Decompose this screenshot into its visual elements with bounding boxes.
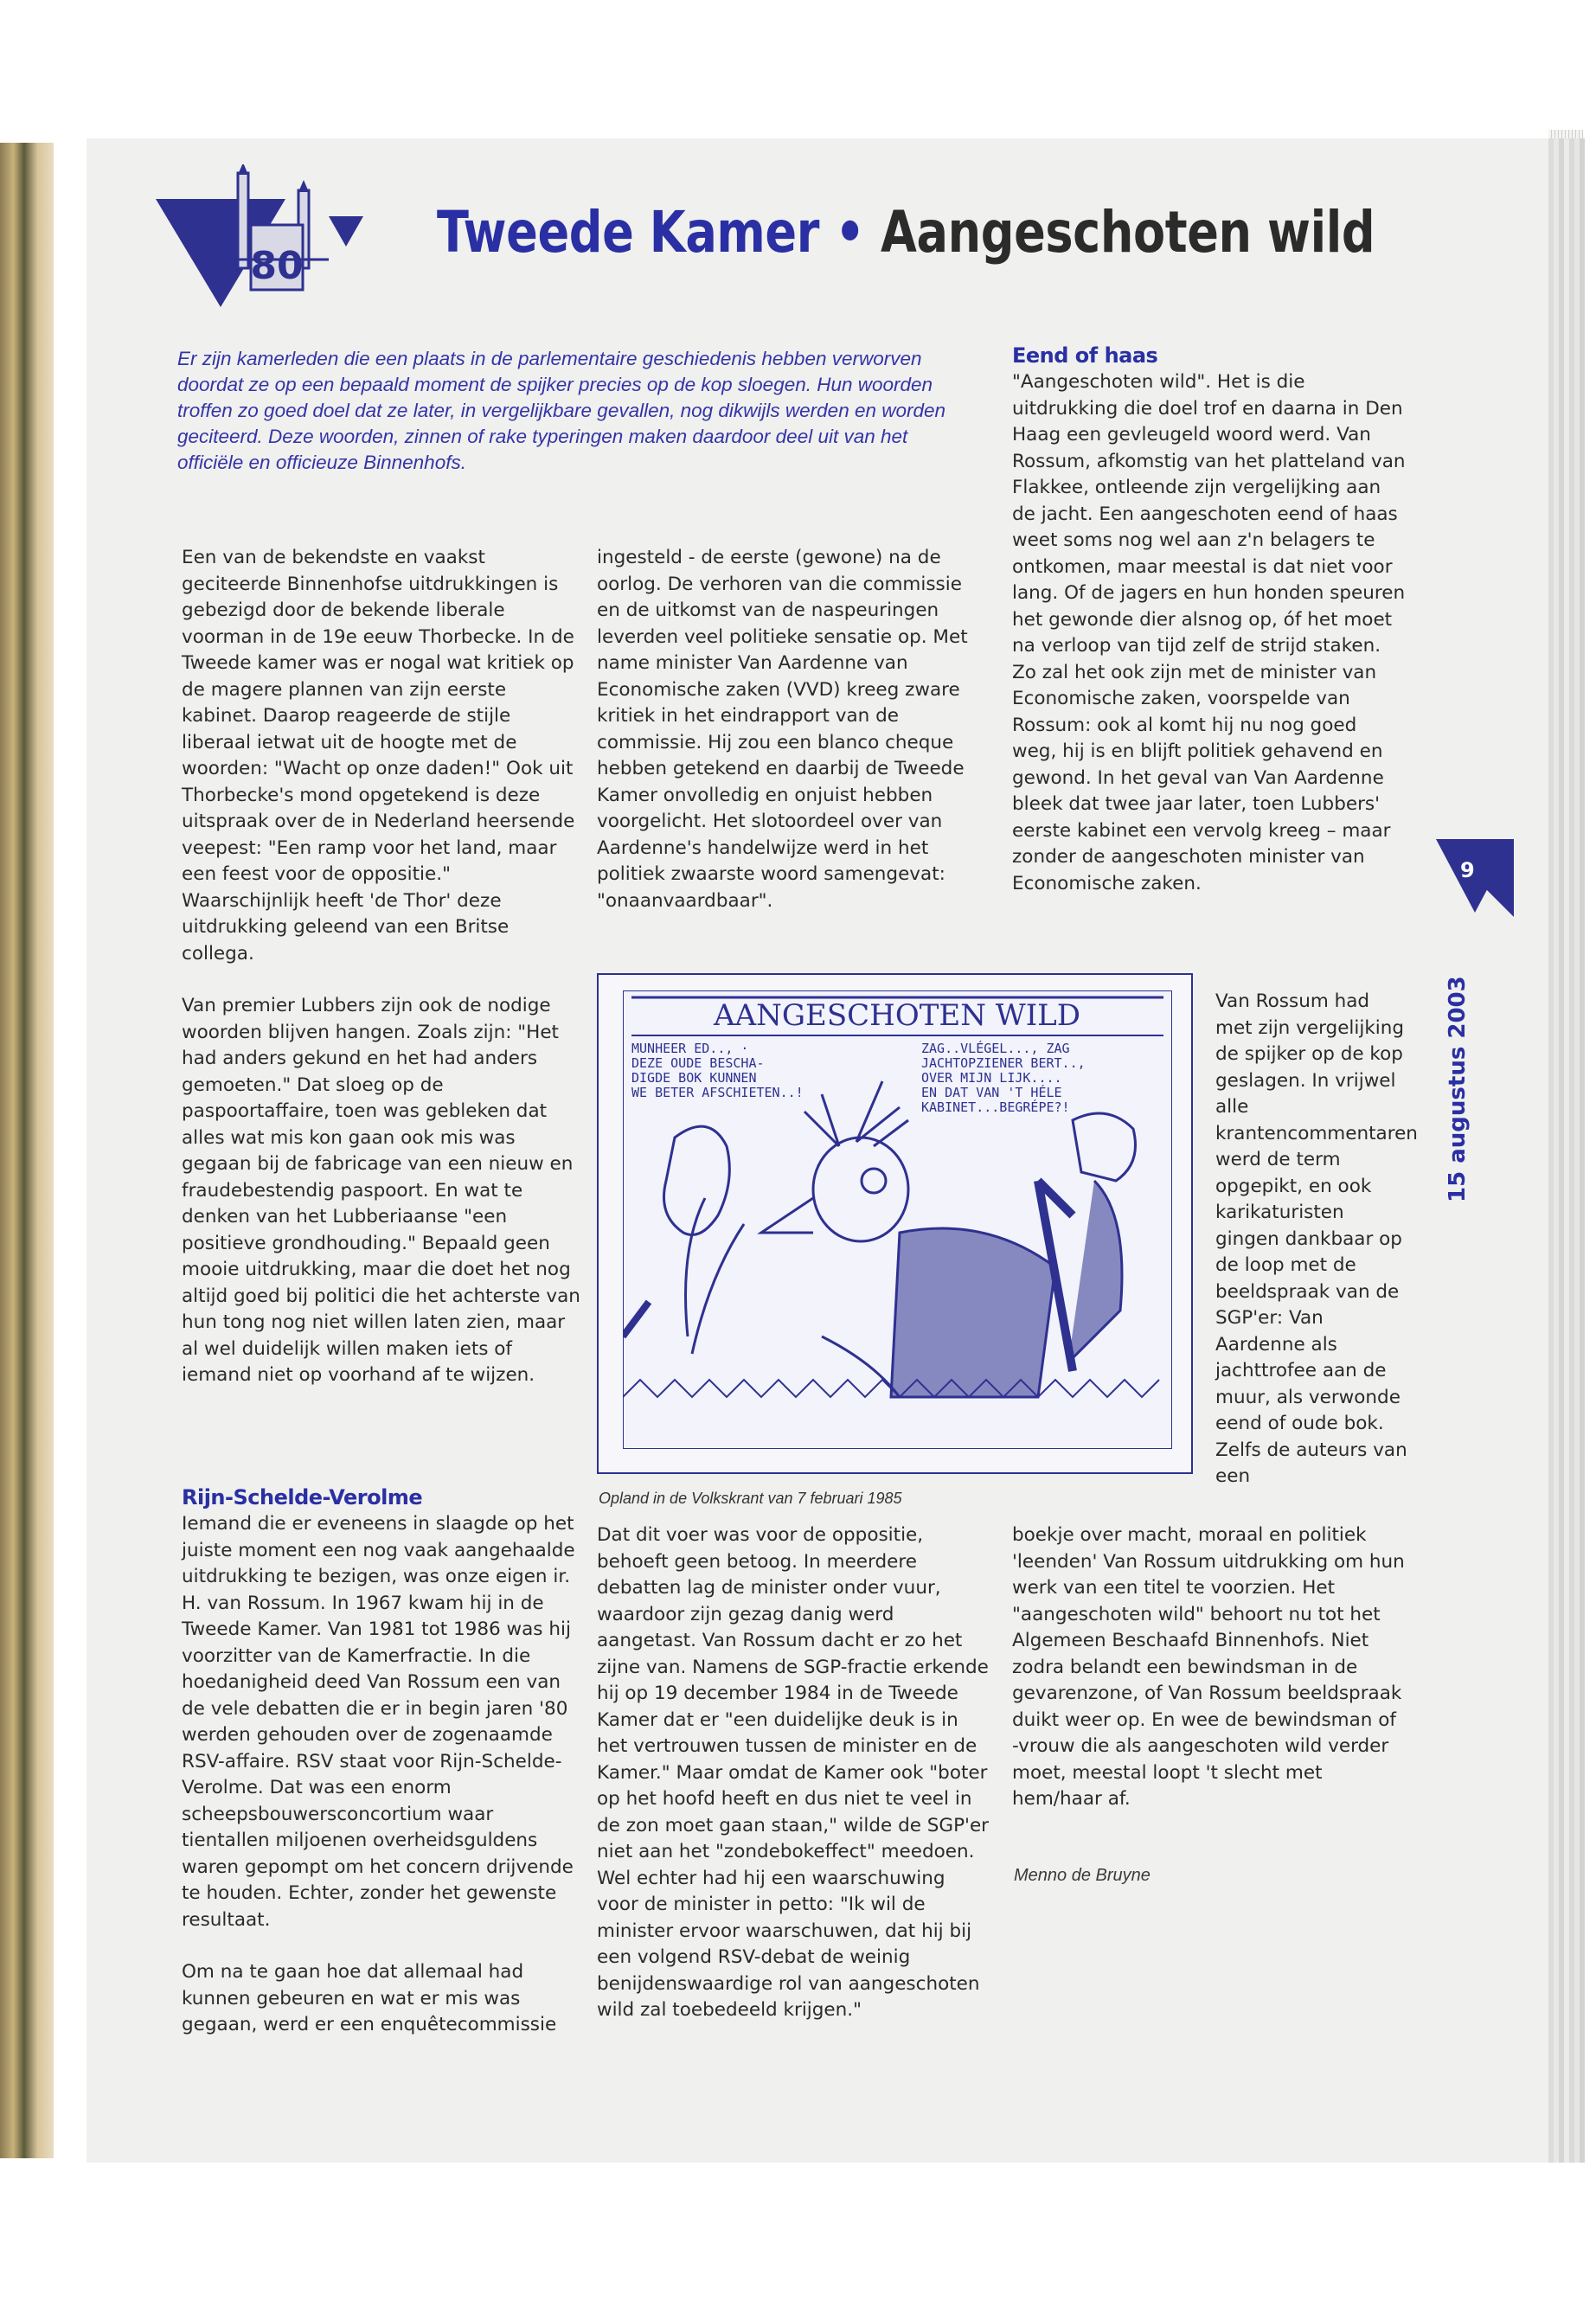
bubble-line: ZAG..VLÉGEL..., ZAG xyxy=(921,1041,1070,1056)
bubble-line: JACHTOPZIENER BERT.., xyxy=(921,1055,1086,1071)
paragraph: ingesteld - de eerste (gewone) na de oorlog. De verhoren van die commissie en de uitkomst van de naspeuringen leverden veel politieke sensatie op. Met name minister Van Aardenne van Economische zaken (VVD) kreeg zware kritiek in het eindrapport van de commissie. Hij zou een blanco cheque hebben getekend en daarbij de Tweede Kamer onvolledig en onjuist hebben voorgelicht. Het slotoordeel over van Aardenne's handelwijze werd in het politiek zwaarste woord samengevat: "onaanvaardbaar". xyxy=(597,547,968,912)
paragraph: Van premier Lubbers zijn ook de nodige woorden blijven hangen. Zoals zijn: "Het had anders gekund en het had anders gemoeten." Dat sloeg op de paspoortaffaire, toen was gebleken dat alles wat mis kon gaan ook mis was gegaan bij de fabricage van een nieuw en fraudebestendig paspoort. En wat te denken van het Lubberiaanse "een positieve grondhouding." Bepaald geen mooie uitdrukking, maar die doet het nog altijd goed bij politici die het achterste van hun tong nog niet willen laten zien, maar al wel duidelijk willen maken iets of iemand niet op voorhand af te wijzen. xyxy=(182,995,580,1386)
bubble-line: EN DAT VAN 'T HÉLE xyxy=(921,1085,1062,1100)
anniversary-80-logo xyxy=(156,164,363,311)
logo-number: 80 xyxy=(250,244,304,288)
column-1 xyxy=(182,545,584,1389)
paragraph: Een van de bekendste en vaakst geciteerde Binnenhofse uitdrukkingen is gebezigd door de bekende liberale voorman in de 19e eeuw Thorbecke. In de Tweede kamer was er nogal wat kritiek op de magere plannen van zijn eerste kabinet. Daarop reageerde de stijle liberaal ietwat uit de hoogte met de woorden: "Wacht op onze daden!" Ook uit Thorbecke's mond opgetekend is deze uitspraak over de in Nederland heersende veepest: "Een ramp voor het land, maar een feest voor de oppositie." Waarschijnlijk heeft 'de Thor' deze uitdrukking geleend van een Britse collega. xyxy=(182,547,575,965)
political-cartoon xyxy=(623,990,1172,1449)
page-number-tab xyxy=(1436,839,1514,917)
paragraph: Van Rossum had met zijn vergelijking de spijker op de kop geslagen. In vrijwel alle krantencommentaren werd de term opgepikt, en ook karikaturisten gingen dankbaar op de loop met de beeldspraak van de SGP'er: Van Aardenne als jachttrofee aan de muur, als verwonde eend of oude bok. Zelfs de auteurs van een xyxy=(1215,990,1418,1487)
subheading-rsv: Rijn-Schelde-Verolme xyxy=(182,1485,423,1509)
column-2 xyxy=(597,545,990,914)
page-title xyxy=(437,199,1375,266)
column-3 xyxy=(1012,342,1406,897)
bubble-line: OVER MIJN LIJK.... xyxy=(921,1070,1062,1086)
column-3-beside-cartoon xyxy=(1215,989,1418,1490)
page-number: 9 xyxy=(1460,858,1475,882)
paragraph: boekje over macht, moraal en politiek 'leenden' Van Rossum uitdrukking om hun werk van een titel te voorzien. Het "aangeschoten wild" behoort nu tot het Algemeen Beschaafd Binnenhofs. Niet zodra belandt een bewindsman in de gevarenzone, of Van Rossum beeldspraak duikt weer op. En wee de bewindsman of -vrouw die als aangeschoten wild verder moet, meestal loopt 't slecht met hem/haar af. xyxy=(1012,1524,1405,1810)
bubble-line: DEZE OUDE BESCHA- xyxy=(631,1055,765,1071)
paragraph: Om na te gaan hoe dat allemaal had kunnen gebeuren en wat er mis was gegaan, werd er een enquêtecommissie xyxy=(182,1961,557,2035)
paragraph: "Aangeschoten wild". Het is die uitdrukking die doel trof en daarna in Den Haag een gevleugeld woord werd. Van Rossum, afkomstig van het platteland van Flakkee, ontleende zijn vergelijking aan de jacht. Een aangeschoten eend of haas weet soms nog wel aan z'n belagers te ontkomen, maar meestal is dat niet voor lang. Of de jagers en hun honden speuren het gewonde dier alsnog op, óf het moet na verloop van tijd zelf de strijd staken. Zo zal het ook zijn met de minister van Economische zaken, voorspelde van Rossum: ook al komt hij nu nog goed weg, hij is en blijft politiek gehavend en gewond. In het geval van Van Aardenne bleek dat twee jaar later, toen Lubbers' eerste kabinet een vervolg kreeg – maar zonder de aangeschoten minister van Economische zaken. xyxy=(1012,371,1406,894)
column-3-lower xyxy=(1012,1522,1406,1813)
page-edges xyxy=(1548,130,1583,2137)
intro-lead: Er zijn kamerleden die een plaats in de parlementaire geschiedenis hebben verworven doordat ze op een bepaald moment de spijker precies op de kop sloegen. Hun woorden troffen zo goed doel dat ze later, in vergelijkbare gevallen, nog dikwijls werden en worden geciteerd. Deze woorden, zinnen of rake typeringen maken daardoor deel uit van het officiële en officieuze Binnenhofs. xyxy=(177,348,946,473)
bubble-line: MUNHEER ED.., · xyxy=(631,1041,749,1056)
title-part1: Tweede Kamer xyxy=(437,199,819,266)
book-spine xyxy=(0,143,54,2158)
cartoon-caption: Opland in de Volkskrant van 7 februari 1985 xyxy=(599,1490,902,1507)
column-2-lower xyxy=(597,1522,990,2024)
subheading-eend: Eend of haas xyxy=(1012,343,1158,368)
bubble-line: DIGDE BOK KUNNEN xyxy=(631,1070,757,1086)
column-1-lower xyxy=(182,1484,584,2039)
bubble-line: WE BETER AFSCHIETEN..! xyxy=(631,1085,804,1100)
paragraph: Iemand die er eveneens in slaagde op het juiste moment een nog vaak aangehaalde uitdrukking te bezigen, was onze eigen ir. H. van Rossum. In 1967 kwam hij in de Tweede Kamer. Van 1981 tot 1986 was hij voorzitter van de Kamerfractie. In die hoedanigheid deed Van Rossum een van de vele debatten die er in begin jaren '80 werden gehouden over de zogenaamde RSV-affaire. RSV staat voor Rijn-Schelde-Verolme. Dat was een enorm scheepsbouwersconcortium waar tientallen miljoenen overheidsguldens waren gepompt om het concern drijvende te houden. Echter, zonder het gewenste resultaat. xyxy=(182,1513,575,1931)
title-separator: • xyxy=(835,199,865,266)
cartoon-title: AANGESCHOTEN WILD xyxy=(714,998,1080,1033)
title-part2: Aangeschoten wild xyxy=(881,199,1375,266)
issue-date: 15 augustus 2003 xyxy=(1445,976,1471,1202)
author-byline: Menno de Bruyne xyxy=(1014,1866,1151,1885)
speech-bubble-right xyxy=(921,1040,1086,1115)
paragraph: Dat dit voer was voor de oppositie, behoeft geen betoog. In meerdere debatten lag de minister onder vuur, waardoor zijn gezag danig werd aangetast. Van Rossum dacht er zo het zijne van. Namens de SGP-fractie erkende hij op 19 december 1984 in de Tweede Kamer dat er "een duidelijke deuk is in het vertrouwen tussen de minister en de Kamer." Maar omdat de Kamer ook "boter op het hoofd heeft en dus niet te veel in de zon moet gaan staan," wilde de SGP'er niet aan het "zondebokeffect" meedoen. Wel echter had hij een waarschuwing voor de minister in petto: "Ik wil de minister ervoor waarschuwen, dat hij bij een volgend RSV-debat de weinig benijdenswaardige rol van aangeschoten wild zal toebedeeld krijgen." xyxy=(597,1524,990,2021)
bubble-line: KABINET...BEGRÉPE?! xyxy=(921,1099,1070,1115)
